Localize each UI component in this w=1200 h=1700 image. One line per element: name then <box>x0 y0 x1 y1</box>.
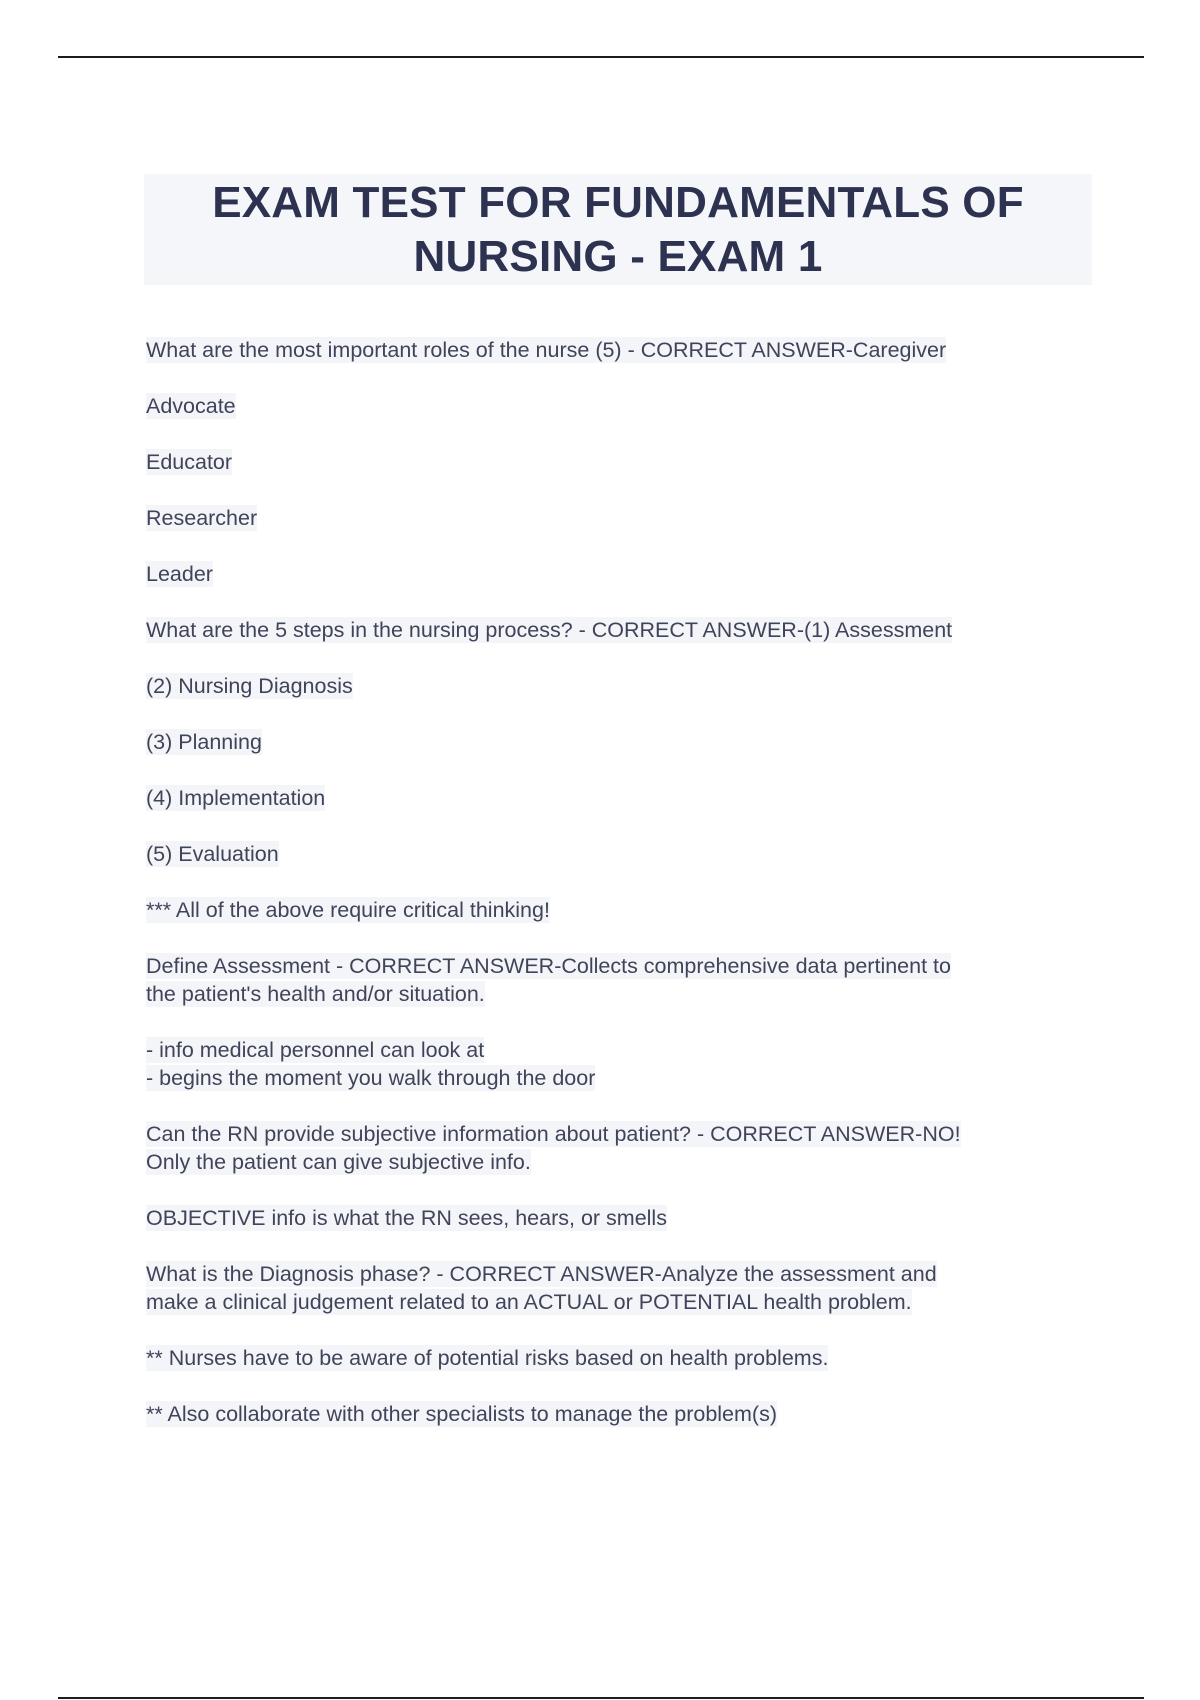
text-line: Educator <box>146 450 233 474</box>
paragraph <box>146 728 1096 756</box>
text-line: Only the patient can give subjective info. <box>146 1150 531 1174</box>
text-line: What are the most important roles of the nurse (5) - CORRECT ANSWER-Caregiver <box>146 338 947 362</box>
paragraph <box>146 1344 1096 1372</box>
title-line-1: EXAM TEST FOR FUNDAMENTALS OF <box>212 177 1024 227</box>
paragraph <box>146 1260 1096 1316</box>
text-line: What are the 5 steps in the nursing process? - CORRECT ANSWER-(1) Assessment <box>146 618 953 642</box>
paragraph <box>146 784 1096 812</box>
paragraph <box>146 504 1096 532</box>
paragraph <box>146 448 1096 476</box>
paragraph <box>146 840 1096 868</box>
paragraph <box>146 560 1096 588</box>
document-title <box>144 174 1092 285</box>
text-line: the patient's health and/or situation. <box>146 982 485 1006</box>
paragraph <box>146 952 1096 1008</box>
text-line: make a clinical judgement related to an ACTUAL or POTENTIAL health problem. <box>146 1290 912 1314</box>
paragraph <box>146 616 1096 644</box>
text-line: ** Also collaborate with other specialists to manage the problem(s) <box>146 1402 777 1426</box>
paragraph <box>146 1204 1096 1232</box>
text-line: Researcher <box>146 506 258 530</box>
document-body <box>146 336 1096 1456</box>
bottom-rule <box>58 1697 1144 1699</box>
paragraph <box>146 1120 1096 1176</box>
text-line: Advocate <box>146 394 236 418</box>
paragraph <box>146 392 1096 420</box>
title-line-2: NURSING - EXAM 1 <box>413 231 823 281</box>
text-line: - info medical personnel can look at <box>146 1038 485 1062</box>
paragraph <box>146 672 1096 700</box>
text-line: (5) Evaluation <box>146 842 279 866</box>
paragraph <box>146 1400 1096 1428</box>
paragraph <box>146 336 1096 364</box>
text-line: (3) Planning <box>146 730 262 754</box>
paragraph <box>146 896 1096 924</box>
text-line: Leader <box>146 562 213 586</box>
text-line: What is the Diagnosis phase? - CORRECT ANSWER-Analyze the assessment and <box>146 1262 937 1286</box>
text-line: OBJECTIVE info is what the RN sees, hears, or smells <box>146 1206 667 1230</box>
top-rule <box>58 56 1144 58</box>
text-line: Define Assessment - CORRECT ANSWER-Collects comprehensive data pertinent to <box>146 954 951 978</box>
text-line: ** Nurses have to be aware of potential risks based on health problems. <box>146 1346 829 1370</box>
text-line: (2) Nursing Diagnosis <box>146 674 353 698</box>
text-line: Can the RN provide subjective information about patient? - CORRECT ANSWER-NO! <box>146 1122 961 1146</box>
text-line: - begins the moment you walk through the door <box>146 1066 596 1090</box>
text-line: (4) Implementation <box>146 786 326 810</box>
paragraph <box>146 1036 1096 1092</box>
text-line: *** All of the above require critical thinking! <box>146 898 550 922</box>
